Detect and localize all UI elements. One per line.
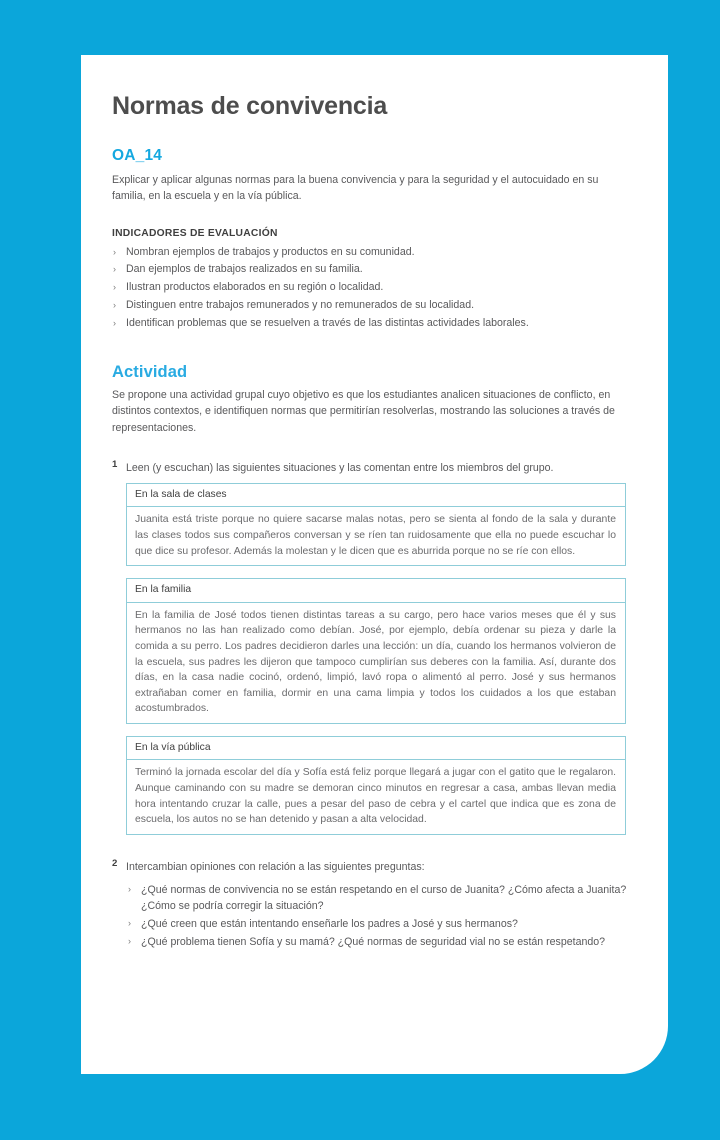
chevron-right-icon: › <box>128 883 131 894</box>
situation-box-via-publica <box>126 736 626 835</box>
indicator-text: Dan ejemplos de trabajos realizados en su familia. <box>126 263 363 276</box>
objective-description: Explicar y aplicar algunas normas para la buena convivencia y para la seguridad y el autocuidado en su familia, en la escuela y en la vía pública. <box>112 173 599 202</box>
chevron-right-icon: › <box>128 935 131 946</box>
list-item <box>112 297 628 315</box>
chevron-right-icon: › <box>128 917 131 928</box>
indicators-section <box>112 228 628 333</box>
document-content <box>112 93 628 950</box>
activity-heading: Actividad <box>112 362 188 381</box>
step-number: 1 <box>112 459 118 471</box>
list-item <box>112 244 628 262</box>
questions-list <box>112 882 628 950</box>
situation-heading: En la vía pública <box>127 737 625 760</box>
question-text: ¿Qué problema tienen Sofía y su mamá? ¿Qué normas de seguridad vial no se están respetando? <box>141 935 606 948</box>
page-title: Normas de convivencia <box>112 92 388 120</box>
question-text: ¿Qué normas de convivencia no se están respetando en el curso de Juanita? ¿Cómo afecta a Juanita? ¿Cómo se podría corregir la situación? <box>141 883 627 912</box>
step-number: 2 <box>112 857 118 869</box>
activity-intro-text: Se propone una actividad grupal cuyo objetivo es que los estudiantes analicen situaciones de conflicto, en distintos contextos, e identifiquen normas que permitirían resolverlas, mostrando las soluciones a través de representaciones. <box>112 388 615 434</box>
situation-box-familia <box>126 578 626 724</box>
activity-section <box>112 363 628 950</box>
list-item <box>112 315 628 333</box>
chevron-right-icon: › <box>113 246 116 257</box>
list-item <box>128 916 628 932</box>
list-item <box>128 882 628 914</box>
indicator-text: Identifican problemas que se resuelven a través de las distintas actividades laborales. <box>126 316 529 329</box>
document-page-card <box>81 55 668 1074</box>
step-text: Intercambian opiniones con relación a las siguientes preguntas: <box>126 860 425 873</box>
indicator-text: Nombran ejemplos de trabajos y productos en su comunidad. <box>126 245 415 258</box>
situation-heading: En la sala de clases <box>127 484 625 507</box>
indicators-list <box>112 244 628 333</box>
activity-step-1 <box>112 458 628 477</box>
situation-box-sala-de-clases <box>126 483 626 566</box>
situation-body: Terminó la jornada escolar del día y Sofía está feliz porque llegará a jugar con el gatito que le regalaron. Aunque caminando con su madre se demoran cinco minutos en regresar a casa, ambas llevan media hora intentando cruzar la calle, pues a pesar del paso de cebra y el cartel que indica que es zona de escuela, los autos no se han detenido y pasan a alta velocidad. <box>135 767 616 826</box>
situation-body: Juanita está triste porque no quiere sacarse malas notas, pero se sienta al fondo de la sala y durante las clases todos sus compañeros conversan y se ríen tan ruidosamente que ella no puede escuchar lo que dice su profesor. Además la molestan y le dicen que es aburrida porque no se ríe con ellos. <box>135 514 616 557</box>
indicator-text: Ilustran productos elaborados en su región o localidad. <box>126 281 384 294</box>
step-text: Leen (y escuchan) las siguientes situaciones y las comentan entre los miembros del grupo. <box>126 462 554 475</box>
objective-code: OA_14 <box>112 146 163 164</box>
indicators-heading: INDICADORES DE EVALUACIÓN <box>112 227 278 239</box>
situation-heading: En la familia <box>127 579 625 602</box>
list-item <box>112 279 628 297</box>
situation-body: En la familia de José todos tienen distintas tareas a su cargo, pero hace varios meses que él y sus hermanos no las han realizado como debían. José, por ejemplo, debía ordenar su pieza y darle la comida a su perro. Los padres decidieron darles una lección: un día, cuando los hermanos volvieron de la escuela, sus padres les dijeron que tampoco cumplirían sus deberes con la familia. Así, durante dos días, en la casa nadie cocinó, ordenó, limpió, lavó ropa o alimentó al perro. José y sus hermanos extrañaban comer en familia, dormir en una cama limpia y todos los cuidados a los que estaban acostumbrados. <box>135 609 616 715</box>
question-text: ¿Qué creen que están intentando enseñarle los padres a José y sus hermanos? <box>141 917 518 930</box>
chevron-right-icon: › <box>113 282 116 293</box>
list-item <box>128 934 628 950</box>
activity-step-2 <box>112 857 628 876</box>
chevron-right-icon: › <box>113 264 116 275</box>
chevron-right-icon: › <box>113 317 116 328</box>
chevron-right-icon: › <box>113 300 116 311</box>
indicator-text: Distinguen entre trabajos remunerados y no remunerados de su localidad. <box>126 299 475 312</box>
list-item <box>112 261 628 279</box>
